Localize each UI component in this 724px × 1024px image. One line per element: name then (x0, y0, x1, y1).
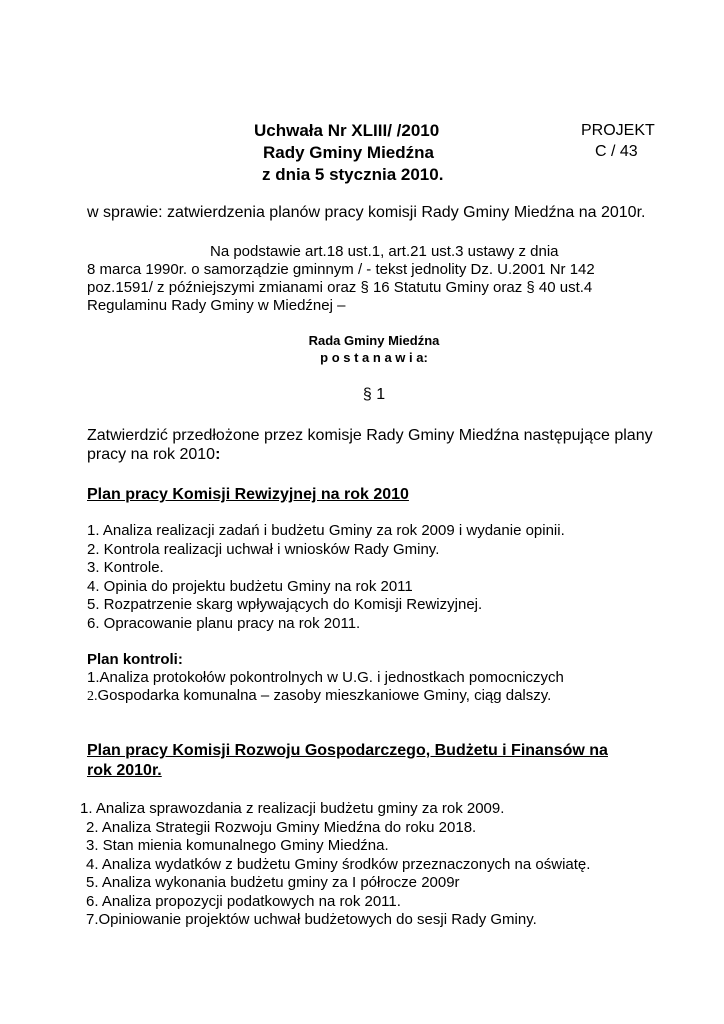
list-item: 6. Analiza propozycji podatkowych na rok 2011. (86, 892, 401, 910)
project-number: C / 43 (595, 143, 638, 160)
revision-committee-heading: Plan pracy Komisji Rewizyjnej na rok 2010 (87, 486, 409, 503)
control-item-2-text: Gospodarka komunalna – zasoby mieszkaniowe Gminy, ciąg dalszy. (97, 687, 552, 704)
council-name: Rady Gminy Miedźna (263, 143, 434, 162)
list-item: 2. Kontrola realizacji uchwał i wniosków Rady Gminy. (87, 540, 440, 558)
list-item: 7.Opiniowanie projektów uchwał budżetowych do sesji Rady Gminy. (86, 911, 537, 928)
council-resolves-verb: p o s t a n a w i a: (320, 350, 428, 365)
legal-basis-line1: Na podstawie art.18 ust.1, art.21 ust.3 ustawy z dnia (210, 243, 559, 260)
paragraph-symbol: § 1 (362, 386, 386, 403)
resolution-date: z dnia 5 stycznia 2010. (262, 165, 444, 184)
revision-committee-list (87, 522, 565, 633)
project-label: PROJEKT (581, 122, 655, 139)
paragraph1-text-line1: Zatwierdzić przedłożone przez komisje Rady Gminy Miedźna następujące plany (87, 427, 653, 444)
list-item: 5. Rozpatrzenie skarg wpływających do Komisji Rewizyjnej. (87, 596, 483, 613)
paragraph1-text: pracy na rok 2010 (87, 446, 216, 463)
subject-line: w sprawie: zatwierdzenia planów pracy komisji Rady Gminy Miedźna na 2010r. (87, 204, 646, 221)
economic-committee-heading-line1: Plan pracy Komisji Rozwoju Gospodarczego, Budżetu i Finansów na (87, 742, 608, 759)
list-item: 2. Analiza Strategii Rozwoju Gminy Miedźna do roku 2018. (86, 818, 477, 836)
legal-basis-line3: poz.1591/ z późniejszymi zmianami oraz § 16 Statutu Gminy oraz § 40 ust.4 (87, 279, 593, 296)
control-item-1: 1.Analiza protokołów pokontrolnych w U.G. i jednostkach pomocniczych (87, 669, 564, 686)
list-item: 3. Kontrole. (87, 559, 164, 576)
economic-committee-list (80, 800, 590, 930)
economic-committee-heading-line2: rok 2010r. (87, 762, 162, 779)
council-resolves-name: Rada Gminy Miedźna (308, 333, 440, 348)
legal-basis-line2: 8 marca 1990r. o samorządzie gminnym / - tekst jednolity Dz. U.2001 Nr 142 (87, 261, 595, 278)
legal-basis-line4: Regulaminu Rady Gminy w Miedźnej – (87, 297, 346, 314)
list-item: 5. Analiza wykonania budżetu gminy za I półrocze 2009r (86, 874, 460, 891)
control-item-2-number: 2. (87, 689, 98, 704)
list-item: 1. Analiza realizacji zadań i budżetu Gminy za rok 2009 i wydanie opinii. (87, 522, 565, 539)
control-item-2 (87, 687, 551, 707)
paragraph1-colon: : (215, 446, 221, 463)
paragraph1-text-line2 (87, 445, 220, 465)
list-item: 4. Opinia do projektu budżetu Gminy na rok 2011 (87, 577, 413, 595)
list-item: 6. Opracowanie planu pracy na rok 2011. (87, 614, 361, 632)
list-item: 3. Stan mienia komunalnego Gminy Miedźna. (86, 837, 389, 854)
control-plan-heading: Plan kontroli: (87, 651, 183, 668)
list-item: 1. Analiza sprawozdania z realizacji budżetu gminy za rok 2009. (80, 800, 505, 817)
list-item: 4. Analiza wydatków z budżetu Gminy środków przeznaczonych na oświatę. (86, 855, 591, 873)
resolution-title: Uchwała Nr XLIII/ /2010 (254, 121, 440, 140)
